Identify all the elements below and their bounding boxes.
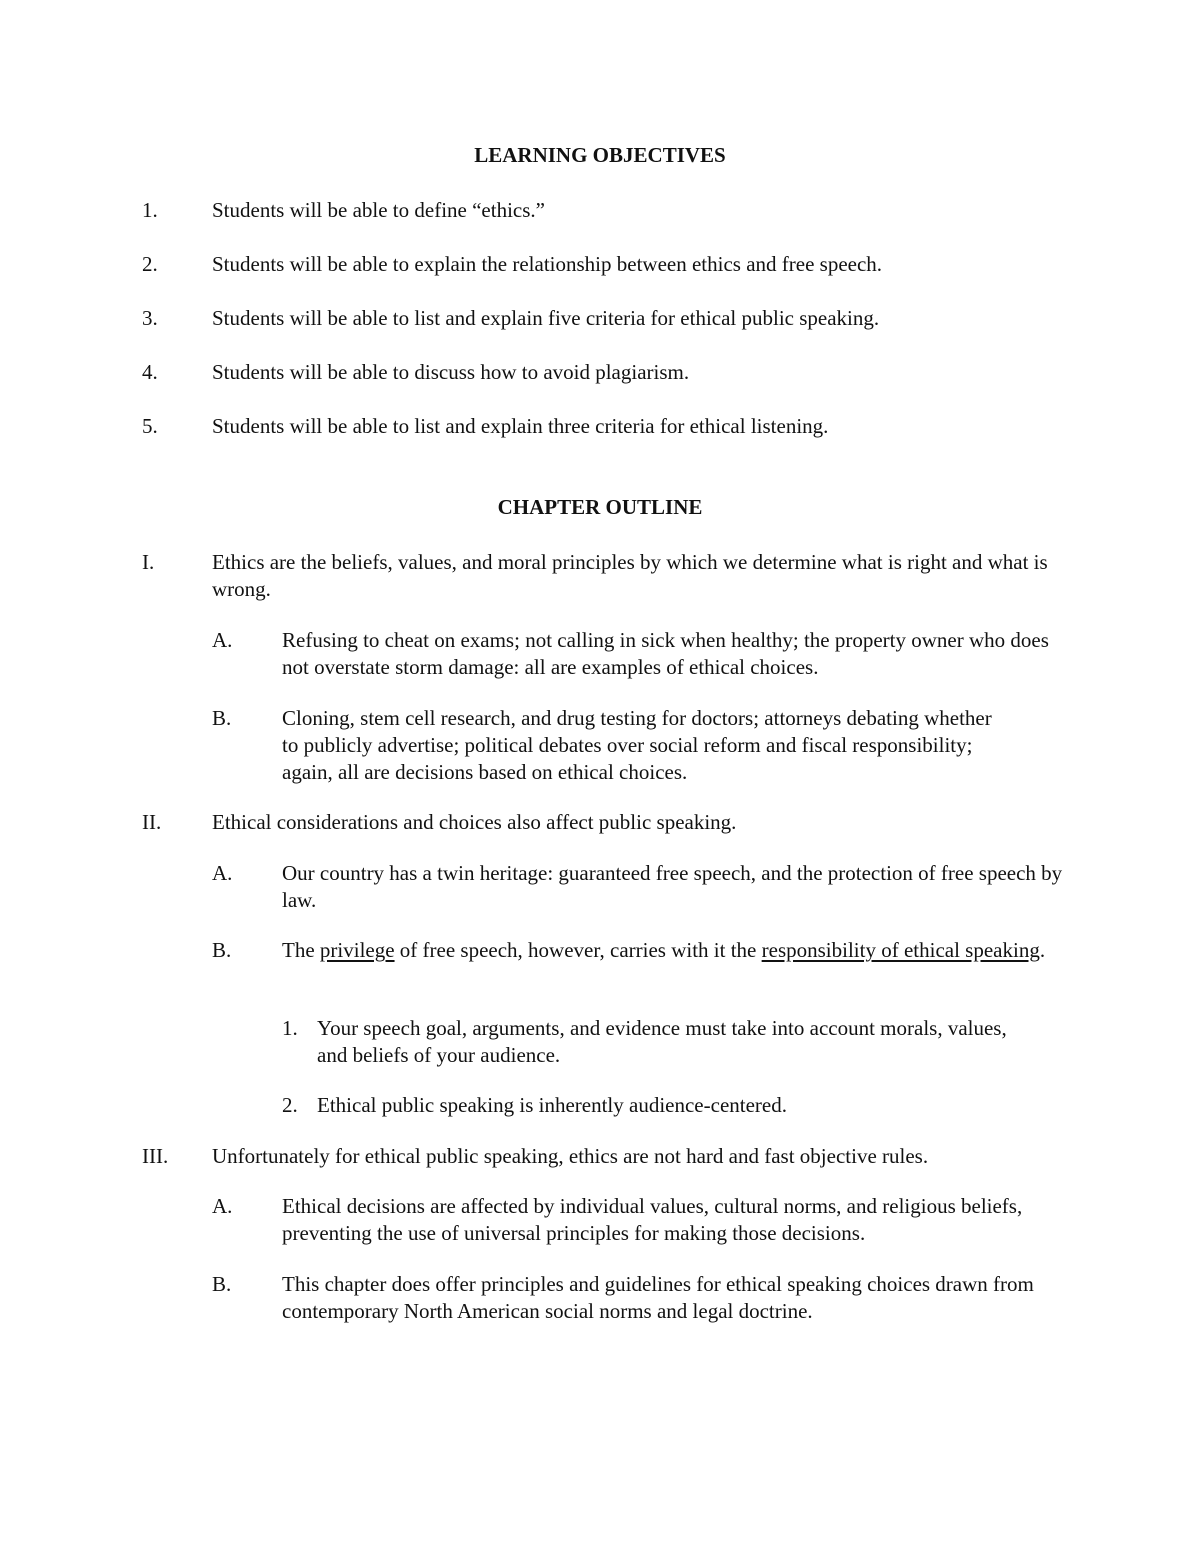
objective-text: Students will be able to define “ethics.” xyxy=(212,198,545,222)
outline-numeral: I. xyxy=(142,550,155,574)
objective-item xyxy=(142,359,1072,387)
outline-subitem xyxy=(212,627,1072,683)
objective-item xyxy=(142,305,1072,333)
objective-item xyxy=(142,413,1072,441)
outline-letter: B. xyxy=(212,706,232,730)
text-run: . xyxy=(1039,938,1046,962)
objective-text: Students will be able to explain the relationship between ethics and free speech. xyxy=(212,252,883,276)
outline-numeral: III. xyxy=(142,1144,169,1168)
outline-text: Ethical public speaking is inherently audience-centered. xyxy=(317,1093,787,1117)
outline-numeral: II. xyxy=(142,810,162,834)
objective-number: 4. xyxy=(142,360,158,384)
outline-subitem xyxy=(212,705,1072,789)
objective-text: Students will be able to list and explain three criteria for ethical listening. xyxy=(212,414,829,438)
text-run: The xyxy=(282,938,320,962)
outline-text: Ethics are the beliefs, values, and moral principles by which we determine what is right and what is wrong. xyxy=(212,550,1048,601)
learning-objectives-heading: LEARNING OBJECTIVES xyxy=(474,143,726,167)
outline-number: 1. xyxy=(282,1016,298,1040)
underlined-term-responsibility: responsibility of ethical speaking xyxy=(761,938,1040,962)
objective-text: Students will be able to list and explain five criteria for ethical public speaking. xyxy=(212,306,880,330)
text-run: of free speech, however, carries with it the xyxy=(394,938,762,962)
outline-letter: B. xyxy=(212,938,232,962)
objective-number: 2. xyxy=(142,252,158,276)
outline-text: This chapter does offer principles and guidelines for ethical speaking choices drawn from contemporary North American social norms and legal doctrine. xyxy=(282,1272,1034,1323)
outline-letter: B. xyxy=(212,1272,232,1296)
outline-text: Cloning, stem cell research, and drug testing for doctors; attorneys debating whether to publicly advertise; political debates over social reform and fiscal responsibility; again, all are decisions based on ethical choices. xyxy=(282,706,992,784)
outline-section-iii xyxy=(142,1143,1072,1171)
underlined-term-privilege: privilege xyxy=(319,938,395,962)
outline-text: Our country has a twin heritage: guaranteed free speech, and the protection of free speech by law. xyxy=(282,861,1063,912)
objective-item xyxy=(142,197,1072,225)
outline-letter: A. xyxy=(212,1194,233,1218)
outline-text: Refusing to cheat on exams; not calling in sick when healthy; the property owner who does not overstate storm damage: all are examples of ethical choices. xyxy=(282,628,1049,679)
outline-text: Unfortunately for ethical public speaking, ethics are not hard and fast objective rules. xyxy=(212,1144,929,1168)
outline-letter: A. xyxy=(212,861,233,885)
outline-section-i xyxy=(142,549,1072,605)
outline-letter: A. xyxy=(212,628,233,652)
outline-subitem xyxy=(212,937,1072,993)
objective-number: 5. xyxy=(142,414,158,438)
outline-subsubitem xyxy=(282,1015,1072,1071)
chapter-outline-heading: CHAPTER OUTLINE xyxy=(497,495,703,519)
objective-text: Students will be able to discuss how to avoid plagiarism. xyxy=(212,360,690,384)
outline-subitem xyxy=(212,1193,1072,1249)
objective-number: 1. xyxy=(142,198,158,222)
outline-text: Your speech goal, arguments, and evidence must take into account morals, values, and beliefs of your audience. xyxy=(317,1016,1007,1067)
outline-subitem xyxy=(212,1271,1072,1327)
objective-number: 3. xyxy=(142,306,158,330)
outline-section-ii xyxy=(142,809,1072,837)
outline-number: 2. xyxy=(282,1093,298,1117)
objective-item xyxy=(142,251,1072,279)
outline-text: Ethical decisions are affected by individual values, cultural norms, and religious beliefs, preventing the use of universal principles for making those decisions. xyxy=(282,1194,1023,1245)
outline-subsubitem xyxy=(282,1092,1072,1120)
outline-text xyxy=(282,937,1052,964)
outline-subitem xyxy=(212,860,1072,916)
outline-text: Ethical considerations and choices also affect public speaking. xyxy=(212,810,737,834)
